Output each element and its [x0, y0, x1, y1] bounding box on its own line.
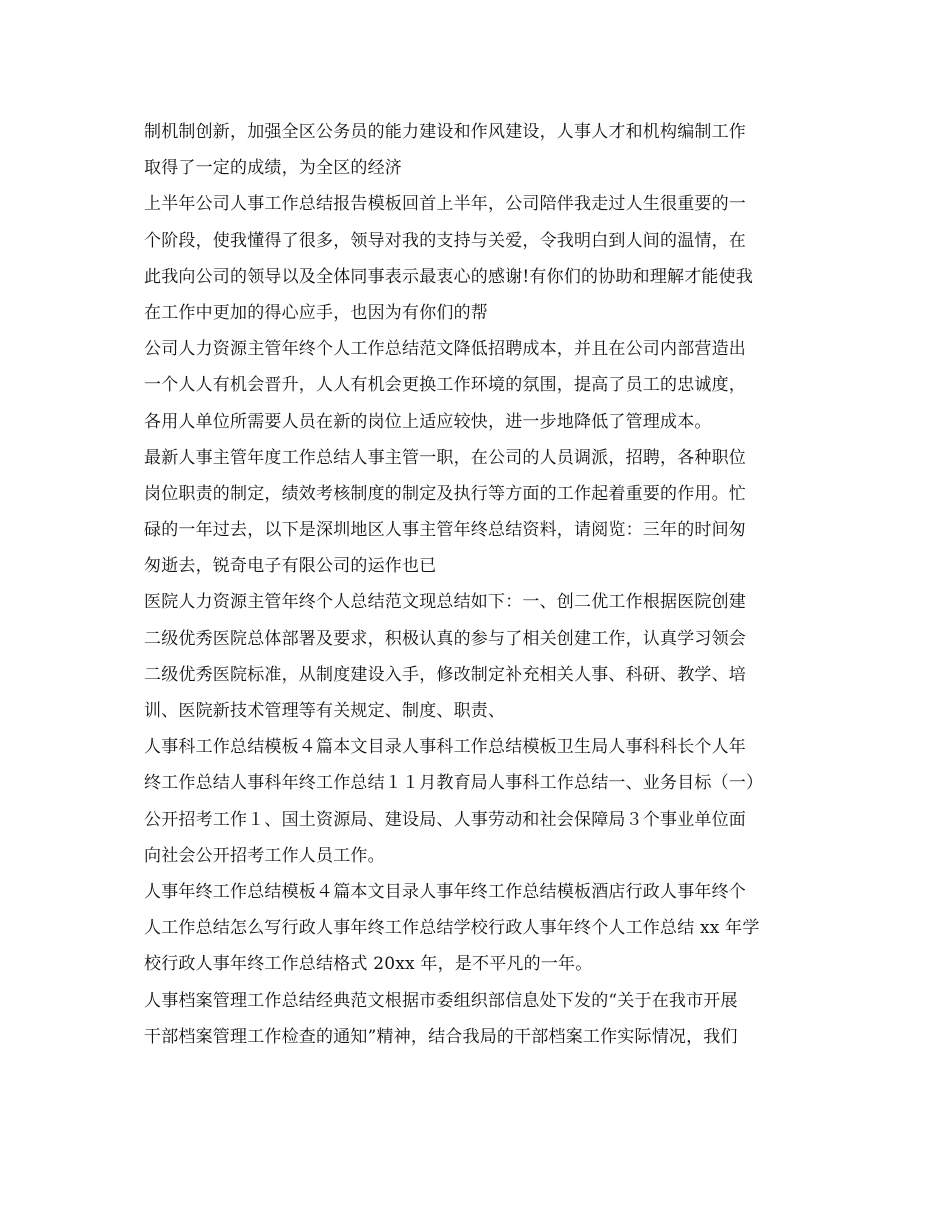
text-line: 二级优秀医院标准，从制度建设入手，修改制定补充相关人事、科研、教学、培	[144, 664, 746, 685]
text-line: 碌的一年过去，以下是深圳地区人事主管年终总结资料，请阅览：三年的时间匆	[144, 520, 746, 541]
text-line: 各用人单位所需要人员在新的岗位上适应较快，进一步地降低了管理成本。	[144, 411, 712, 432]
text-line: 校行政人事年终工作总结格式 20xx 年，是不平凡的一年。	[144, 954, 593, 975]
text-line: 公司人力资源主管年终个人工作总结范文降低招聘成本，并且在公司内部营造出	[144, 339, 746, 360]
text-line: 人事年终工作总结模板４篇本文目录人事年终工作总结模板酒店行政人事年终个	[144, 881, 746, 902]
text-line: 人事档案管理工作总结经典范文根据市委组织部信息处下发的“关于在我市开展	[144, 990, 738, 1011]
text-line: 医院人力资源主管年终个人总结范文现总结如下：一、创二优工作根据医院创建	[144, 592, 746, 613]
text-line: 人工作总结怎么写行政人事年终工作总结学校行政人事年终个人工作总结 xx 年学	[144, 918, 760, 939]
text-line: 训、医院新技术管理等有关规定、制度、职责、	[144, 701, 506, 721]
text-line: 匆逝去，锐奇电子有限公司的运作也已	[144, 556, 437, 577]
text-line: 取得了一定的成绩，为全区的经济	[144, 158, 402, 179]
text-line: 制机制创新，加强全区公务员的能力建设和作风建设，人事人才和机构编制工作	[144, 122, 746, 142]
text-line: 向社会公开招考工作人员工作。	[144, 845, 385, 866]
text-line: 干部档案管理工作检查的通知”精神，结合我局的干部档案工作实际情况，我们	[144, 1026, 738, 1047]
text-line: 一个人人有机会晋升，人人有机会更换工作环境的氛围，提高了员工的忠诚度，	[144, 375, 746, 396]
text-line: 终工作总结人事科年终工作总结１１月教育局人事科工作总结一、业务目标（一）	[144, 773, 764, 794]
text-line: 上半年公司人事工作总结报告模板回首上半年，公司陪伴我走过人生很重要的一	[144, 194, 746, 215]
text-line: 最新人事主管年度工作总结人事主管一职，在公司的人员调派，招聘，各种职位	[144, 447, 746, 468]
text-line: 此我向公司的领导以及全体同事表示最衷心的感谢!有你们的协助和理解才能使我	[144, 266, 754, 287]
body-text	[144, 114, 806, 1055]
text-line: 公开招考工作１、国土资源局、建设局、人事劳动和社会保障局３个事业单位面	[144, 809, 746, 830]
text-line: 在工作中更加的得心应手，也因为有你们的帮	[144, 302, 488, 323]
text-line: 二级优秀医院总体部署及要求，积极认真的参与了相关创建工作，认真学习领会	[144, 628, 746, 649]
text-line: 岗位职责的制定，绩效考核制度的制定及执行等方面的工作起着重要的作用。忙	[144, 483, 746, 504]
text-line: 人事科工作总结模板４篇本文目录人事科工作总结模板卫生局人事科科长个人年	[144, 737, 746, 758]
text-line: 个阶段，使我懂得了很多，领导对我的支持与关爱，令我明白到人间的温情，在	[144, 230, 746, 251]
